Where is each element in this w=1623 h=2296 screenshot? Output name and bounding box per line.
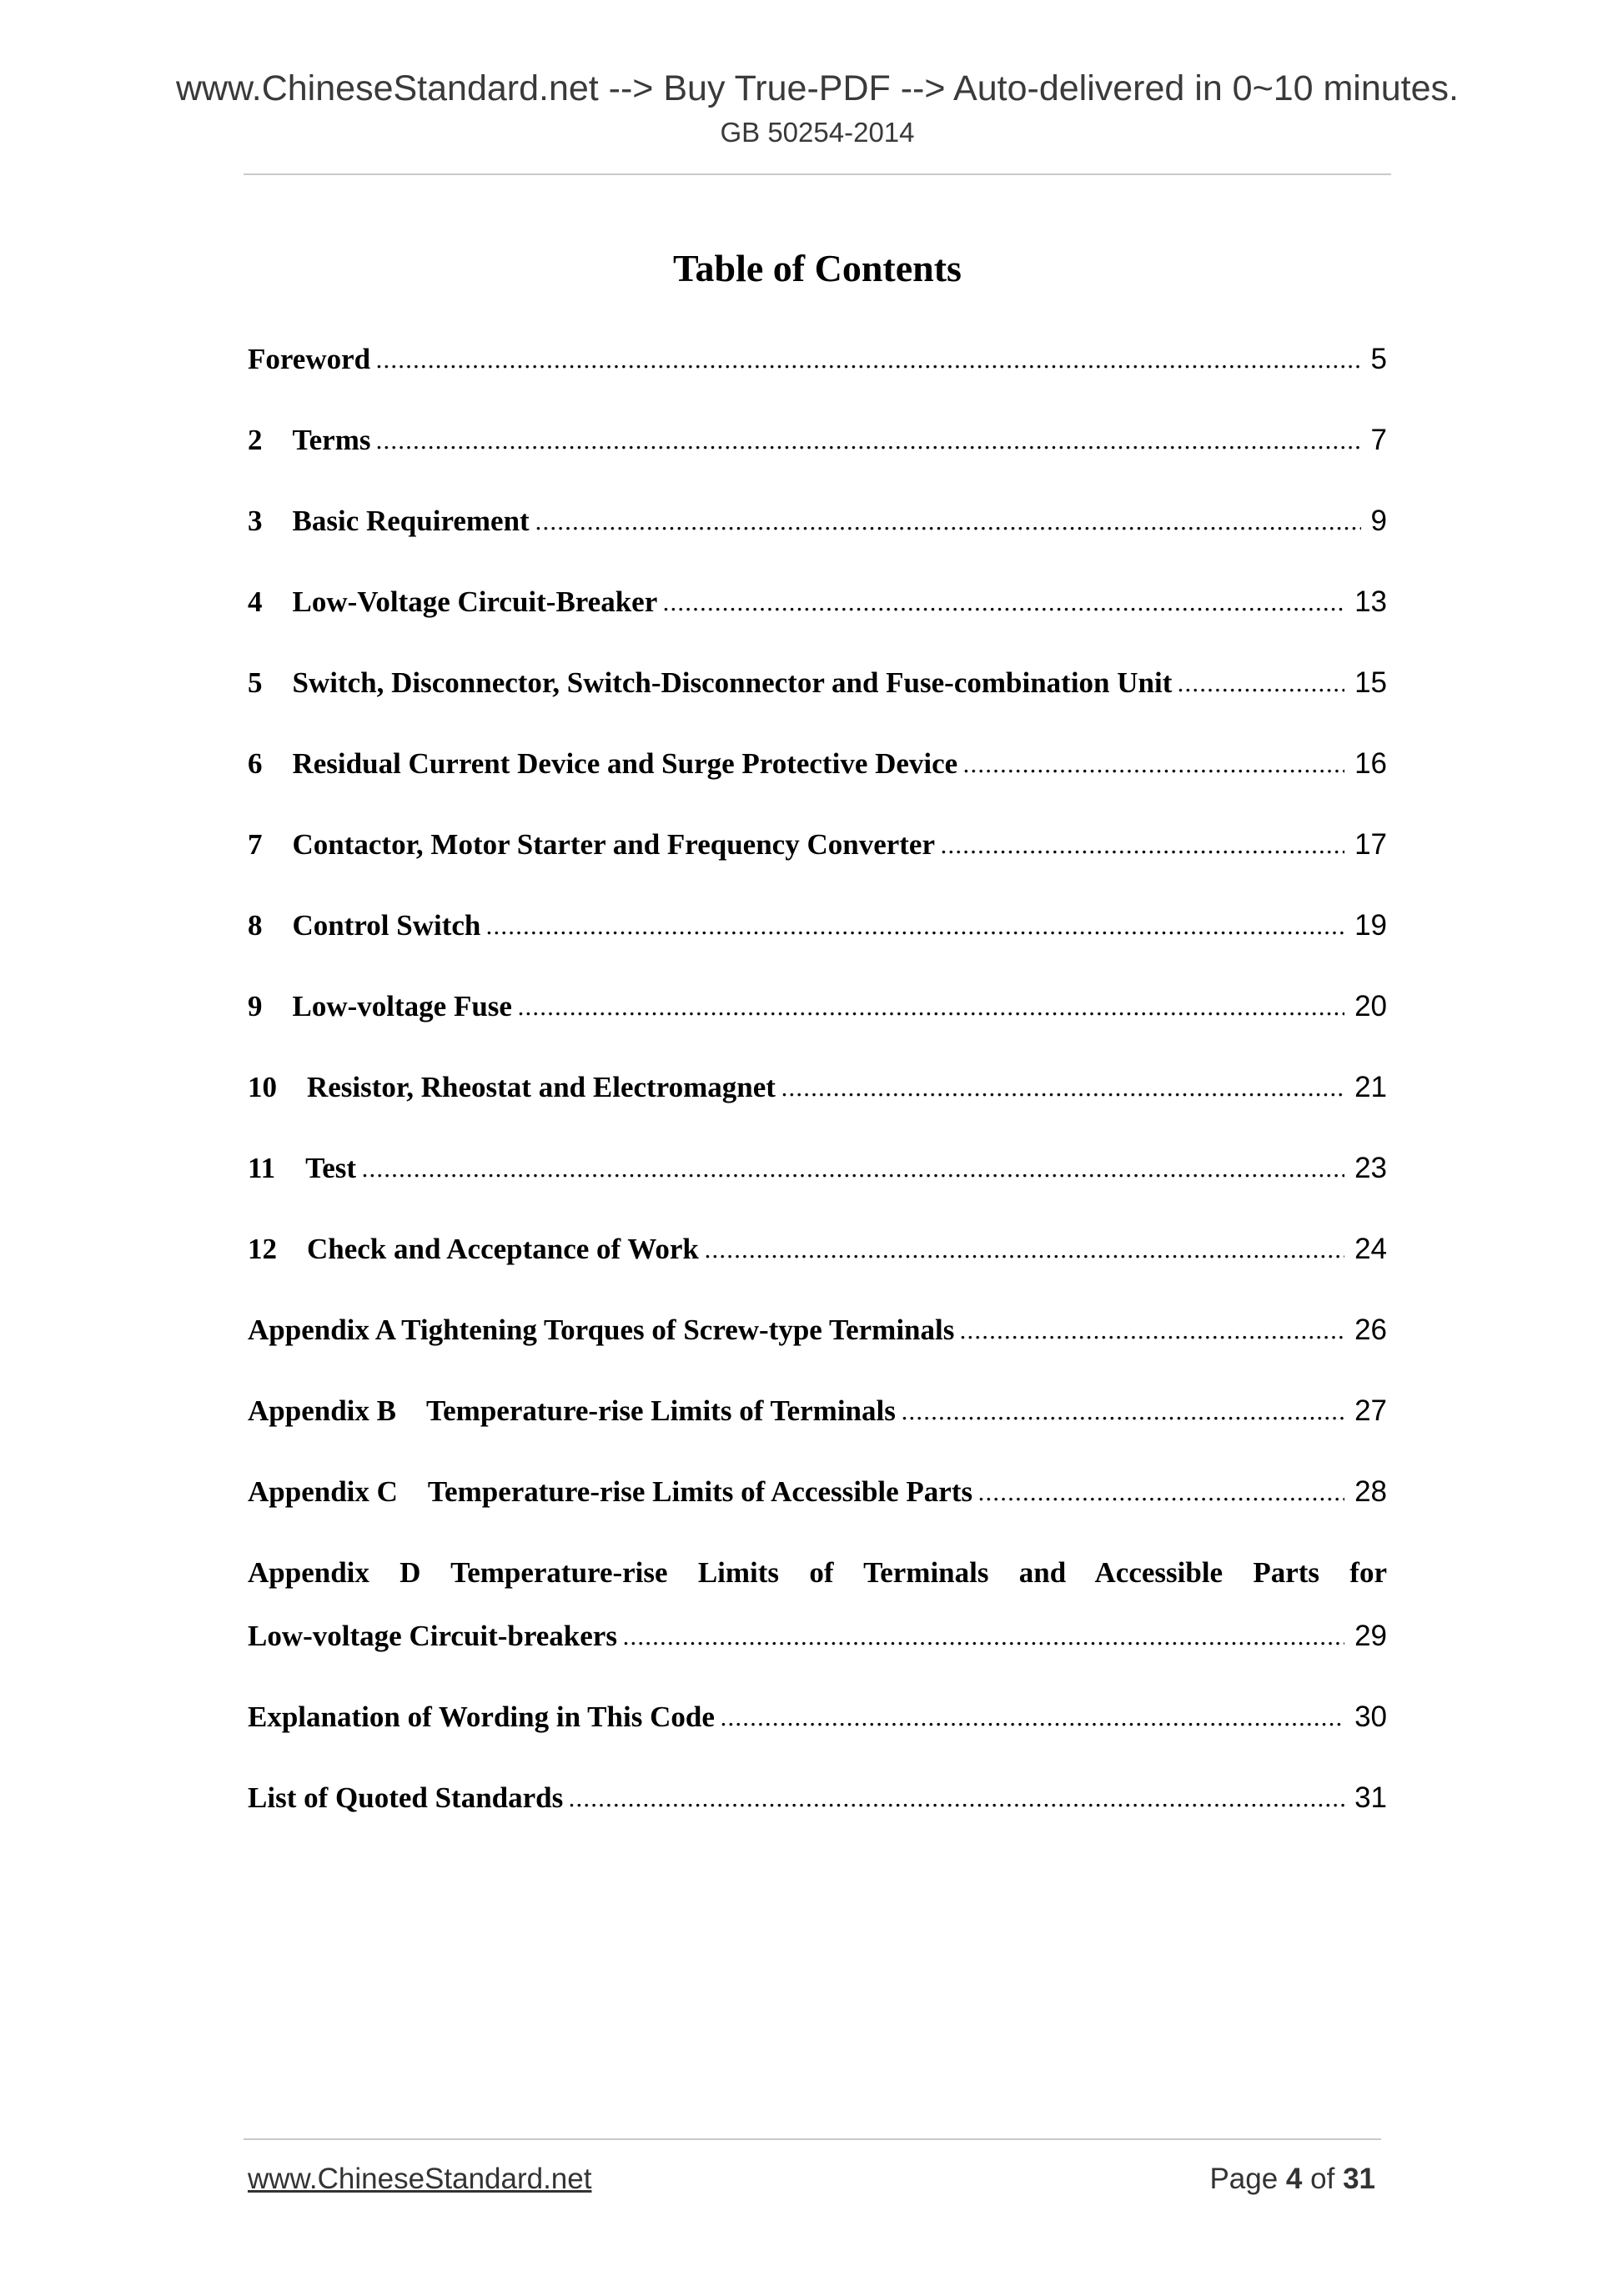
toc-entry-3[interactable] — [248, 480, 1387, 561]
dot-leader — [940, 844, 1344, 854]
toc-entry-page: 20 — [1354, 990, 1387, 1022]
toc-entry-label: Residual Current Device and Surge Protective Device — [292, 747, 958, 780]
toc-entry-label: Temperature-rise Limits of Terminals and Accessible Parts for — [450, 1556, 1387, 1589]
toc-entry-page: 30 — [1354, 1701, 1387, 1733]
toc-entry-number: 12 — [248, 1233, 277, 1265]
toc-entry-page: 28 — [1354, 1475, 1387, 1508]
toc-entry-number: 6 — [248, 747, 263, 780]
toc-entry-appendix-c[interactable] — [248, 1451, 1387, 1532]
dot-leader — [375, 440, 1360, 450]
toc-entry-9[interactable] — [248, 966, 1387, 1047]
toc-entry-label: Control Switch — [292, 909, 481, 942]
footer-divider — [244, 2138, 1381, 2140]
header-promo-text: www.ChineseStandard.net --> Buy True-PDF --> Auto-delivered in 0~10 minutes. — [175, 68, 1459, 108]
dot-leader — [781, 1087, 1344, 1097]
toc-entry-page: 26 — [1354, 1314, 1387, 1346]
toc-entry-4[interactable] — [248, 561, 1387, 642]
page-footer — [248, 2158, 1375, 2200]
page-indicator — [1209, 2158, 1375, 2200]
toc-entry-label: Low-voltage Fuse — [292, 990, 512, 1022]
toc-entry-label: Temperature-rise Limits of Terminals — [426, 1394, 896, 1427]
toc-entry-number: 7 — [248, 828, 263, 861]
toc-entry-number: 2 — [248, 424, 263, 456]
toc-entry-number: Appendix B — [248, 1394, 396, 1427]
toc-entry-page: 5 — [1370, 343, 1387, 375]
header-divider — [244, 173, 1391, 175]
dot-leader — [977, 1491, 1344, 1501]
toc-entry-label-continued: Low-voltage Circuit-breakers — [248, 1620, 617, 1652]
toc-entry-number: 11 — [248, 1152, 276, 1184]
toc-entry-label: Low-Voltage Circuit-Breaker — [292, 585, 658, 618]
dot-leader — [959, 1329, 1344, 1339]
toc-entry-number: 4 — [248, 585, 263, 618]
toc-entry-page: 9 — [1370, 505, 1387, 537]
toc-entry-page: 21 — [1354, 1071, 1387, 1103]
toc-entry-number: 3 — [248, 505, 263, 537]
footer-website-link[interactable]: www.ChineseStandard.net — [248, 2163, 592, 2195]
toc-entry-label: Contactor, Motor Starter and Frequency Converter — [292, 828, 935, 861]
toc-entry-label: Terms — [292, 424, 371, 456]
toc-entry-8[interactable] — [248, 885, 1387, 966]
toc-entry-2[interactable] — [248, 399, 1387, 480]
dot-leader — [517, 1006, 1344, 1016]
toc-entry-number: 9 — [248, 990, 263, 1022]
dot-leader — [1177, 682, 1344, 692]
dot-leader — [901, 1410, 1344, 1420]
toc-entry-number: Appendix D — [248, 1556, 421, 1589]
total-page-number: 31 — [1343, 2163, 1375, 2195]
page-label: Page — [1209, 2163, 1279, 2195]
dot-leader — [662, 601, 1344, 611]
toc-entry-label: Temperature-rise Limits of Accessible Parts — [427, 1475, 973, 1508]
toc-entry-page: 29 — [1354, 1620, 1387, 1652]
header-standard-code: GB 50254-2014 — [720, 117, 915, 148]
table-of-contents — [248, 319, 1387, 1838]
toc-entry-12[interactable] — [248, 1208, 1387, 1289]
dot-leader — [720, 1716, 1344, 1726]
toc-entry-number: 8 — [248, 909, 263, 942]
toc-entry-page: 27 — [1354, 1394, 1387, 1427]
toc-entry-quoted-standards[interactable] — [248, 1757, 1387, 1838]
toc-entry-label: Check and Acceptance of Work — [307, 1233, 699, 1265]
toc-entry-label: List of Quoted Standards — [248, 1781, 564, 1814]
toc-entry-5[interactable] — [248, 642, 1387, 723]
toc-entry-page: 13 — [1354, 585, 1387, 618]
page-of-label: of — [1310, 2163, 1335, 2195]
dot-leader — [485, 925, 1344, 935]
toc-entry-label: Foreword — [248, 343, 371, 375]
toc-entry-10[interactable] — [248, 1047, 1387, 1128]
toc-entry-label: Basic Requirement — [292, 505, 530, 537]
toc-entry-page: 23 — [1354, 1152, 1387, 1184]
toc-entry-foreword[interactable] — [248, 319, 1387, 399]
toc-entry-label: Switch, Disconnector, Switch-Disconnector and Fuse-combination Unit — [292, 666, 1173, 699]
dot-leader — [622, 1635, 1344, 1645]
toc-entry-page: 17 — [1354, 828, 1387, 861]
dot-leader — [361, 1168, 1344, 1178]
toc-entry-number: Appendix C — [248, 1475, 398, 1508]
toc-entry-appendix-d[interactable] — [248, 1532, 1387, 1595]
dot-leader — [962, 763, 1344, 773]
toc-entry-page: 19 — [1354, 909, 1387, 942]
toc-entry-appendix-b[interactable] — [248, 1370, 1387, 1451]
toc-entry-page: 24 — [1354, 1233, 1387, 1265]
page-title: Table of Contents — [673, 247, 962, 289]
current-page-number: 4 — [1285, 2163, 1303, 2195]
toc-entry-6[interactable] — [248, 723, 1387, 804]
toc-entry-page: 15 — [1354, 666, 1387, 699]
toc-entry-page: 31 — [1354, 1781, 1387, 1814]
toc-entry-page: 7 — [1370, 424, 1387, 456]
toc-entry-explanation-of-wording[interactable] — [248, 1676, 1387, 1757]
toc-entry-label: Appendix A Tightening Torques of Screw-type Terminals — [248, 1314, 955, 1346]
toc-entry-appendix-d-continued[interactable] — [248, 1595, 1387, 1676]
dot-leader — [535, 520, 1361, 530]
toc-entry-label: Resistor, Rheostat and Electromagnet — [307, 1071, 776, 1103]
toc-entry-appendix-a[interactable] — [248, 1289, 1387, 1370]
dot-leader — [375, 359, 1360, 369]
toc-entry-page: 16 — [1354, 747, 1387, 780]
toc-entry-7[interactable] — [248, 804, 1387, 885]
toc-entry-11[interactable] — [248, 1128, 1387, 1208]
toc-entry-label: Test — [305, 1152, 357, 1184]
toc-entry-label: Explanation of Wording in This Code — [248, 1701, 715, 1733]
dot-leader — [704, 1248, 1344, 1259]
toc-entry-number: 5 — [248, 666, 263, 699]
dot-leader — [568, 1797, 1344, 1807]
toc-entry-number: 10 — [248, 1071, 277, 1103]
